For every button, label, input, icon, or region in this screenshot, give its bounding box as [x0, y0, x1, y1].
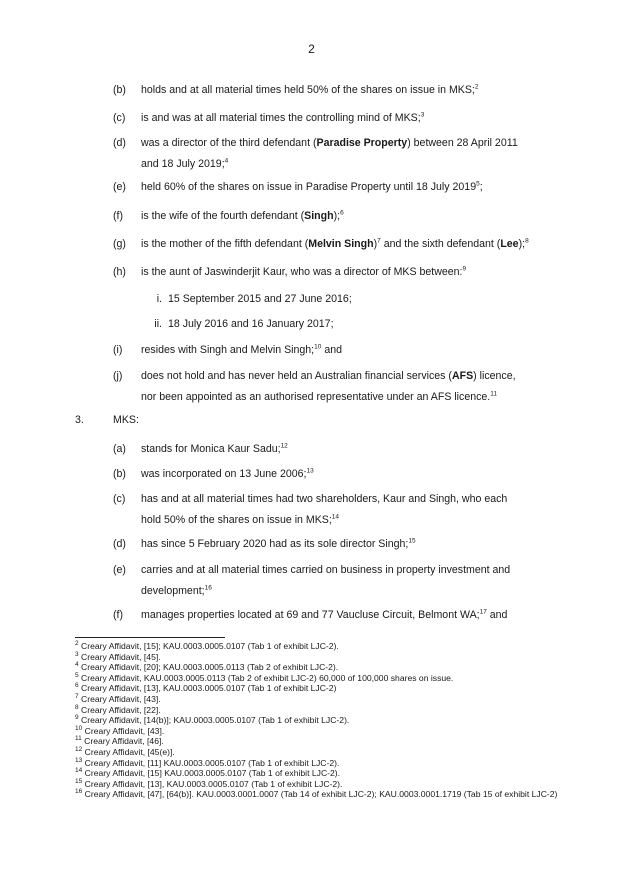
item-label: (c)	[113, 493, 126, 505]
footnote: $^3$ Creary Affidavit, [45].	[75, 650, 161, 662]
footnote: $^{12}$ Creary Affidavit, [45(e)].	[75, 746, 175, 757]
item-text: is and was at all material times the controlling mind of MKS;$^3$	[141, 111, 425, 124]
item-text: was a director of the third defendant (Paradise Property) between 28 April 2011 and 18 July 2019;$^4$	[141, 137, 518, 170]
item-text: was incorporated on 13 June 2006;$^{13}$	[141, 467, 314, 480]
footnote: $^{14}$ Creary Affidavit, [15] KAU.0003.0005.0107 (Tab 1 of exhibit LJC-2).	[75, 767, 341, 779]
item-label: (f)	[113, 609, 123, 621]
footnote: $^{13}$ Creary Affidavit, [11] KAU.0003.0005.0107 (Tab 1 of exhibit LJC-2).	[75, 756, 340, 768]
item-label: (b)	[113, 84, 126, 96]
item-label: (d)	[113, 137, 126, 149]
paragraph-heading: MKS:	[113, 414, 139, 426]
item-label: (d)	[113, 538, 126, 550]
item-text: has since 5 February 2020 had as its sole director Singh;$^{15}$	[141, 537, 416, 550]
item-text: resides with Singh and Melvin Singh;$^{10}$ and	[141, 343, 342, 356]
item-label: (h)	[113, 266, 126, 278]
item-label: (e)	[113, 564, 126, 576]
footnote: $^{16}$ Creary Affidavit, [47], [64(b)]. KAU.0003.0001.0007 (Tab 14 of exhibit LJC-2); KAU.0003.0001.1719 (Tab 15 of exhibit LJC-2)	[75, 788, 558, 800]
item-label: (g)	[113, 238, 126, 250]
footnote: $^{11}$ Creary Affidavit, [46].	[75, 735, 164, 747]
subitem-text: 15 September 2015 and 27 June 2016;	[168, 293, 352, 305]
subitem-label: ii.	[154, 318, 162, 330]
item-text: holds and at all material times held 50% of the shares on issue in MKS;$^2$	[141, 83, 479, 96]
item-label: (c)	[113, 112, 126, 124]
item-text: has and at all material times had two shareholders, Kaur and Singh, who each hold 50% of the shares on issue in MKS;$^{14}$	[141, 493, 508, 526]
item-label: (j)	[113, 370, 123, 382]
footnote-separator	[75, 637, 225, 638]
page-number: 2	[308, 42, 315, 56]
item-text: carries and at all material times carried on business in property investment and development;$^{16}$	[141, 564, 511, 597]
item-text: is the aunt of Jaswinderjit Kaur, who was a director of MKS between:$^9$	[141, 265, 467, 278]
footnote: $^4$ Creary Affidavit, [20]; KAU.0003.0005.0113 (Tab 2 of exhibit LJC-2).	[75, 661, 339, 673]
item-text: manages properties located at 69 and 77 Vaucluse Circuit, Belmont WA;$^{17}$ and	[141, 608, 508, 621]
footnotes	[75, 640, 558, 800]
footnote: $^{15}$ Creary Affidavit, [13], KAU.0003.0005.0107 (Tab 1 of exhibit LJC-2).	[75, 777, 343, 789]
footnote: $^{10}$ Creary Affidavit, [43].	[75, 724, 165, 736]
item-label: (a)	[113, 443, 126, 455]
item-label: (b)	[113, 468, 126, 480]
item-text: is the mother of the fifth defendant (Melvin Singh)$^7$ and the sixth defendant (Lee);$^8$	[141, 237, 529, 250]
subitem-text: 18 July 2016 and 16 January 2017;	[168, 318, 334, 330]
paragraph-number: 3.	[75, 414, 84, 426]
item-text: held 60% of the shares on issue in Paradise Property until 18 July 2019$^5$;	[141, 180, 483, 193]
footnote: $^6$ Creary Affidavit, [13], KAU.0003.0005.0107 (Tab 1 of exhibit LJC-2)	[75, 682, 337, 694]
item-text: is the wife of the fourth defendant (Singh);$^6$	[141, 209, 344, 222]
footnote: $^8$ Creary Affidavit, [22].	[75, 703, 161, 715]
footnote: $^7$ Creary Affidavit, [43].	[75, 693, 161, 704]
footnote: $^2$ Creary Affidavit, [15]; KAU.0003.0005.0107 (Tab 1 of exhibit LJC-2).	[75, 640, 339, 651]
item-label: (f)	[113, 210, 123, 222]
item-label: (i)	[113, 344, 123, 356]
item-label: (e)	[113, 181, 126, 193]
footnote: $^9$ Creary Affidavit, [14(b)]; KAU.0003.0005.0107 (Tab 1 of exhibit LJC-2).	[75, 714, 350, 726]
subitem-label: i.	[156, 293, 162, 305]
item-text: stands for Monica Kaur Sadu;$^{12}$	[141, 442, 288, 455]
footnote: $^5$ Creary Affidavit, KAU.0003.0005.0113 (Tab 2 of exhibit LJC-2) 60,000 of 100,000 shares on issue.	[75, 671, 454, 683]
item-text: does not hold and has never held an Australian financial services (AFS) licence, nor been appointed as an authorised representative under an AFS licence.$^{11}$	[141, 370, 516, 403]
